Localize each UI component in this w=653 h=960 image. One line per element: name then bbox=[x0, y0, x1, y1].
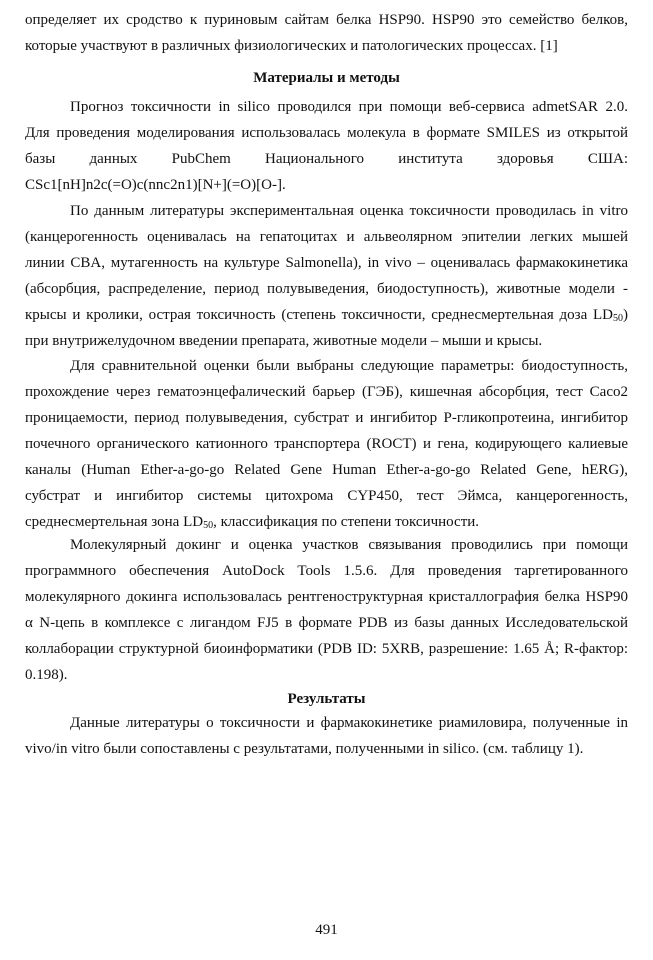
text-line: базы данных PubChem Национального института здоровья США: bbox=[25, 151, 628, 167]
paragraph-docking bbox=[25, 532, 628, 688]
paragraph-results bbox=[25, 710, 628, 762]
text-line: коллаборации структурной биоинформатики (PDB ID: 5XRB, разрешение: 1.65 Å; R-фактор: bbox=[25, 641, 628, 657]
text-line: Для сравнительной оценки были выбраны следующие параметры: биодоступность, bbox=[70, 358, 628, 374]
text-line: линии CBA, мутагенность на культуре Salmonella), in vivo – оценивалась фармакокинетика bbox=[25, 255, 628, 271]
text-line: проницаемости, период полувыведения, субстрат и ингибитор P-гликопротеина, ингибитор bbox=[25, 410, 628, 426]
page-number: 491 bbox=[315, 922, 338, 938]
text-line: Молекулярный докинг и оценка участков связывания проводились при помощи bbox=[70, 537, 628, 553]
text-line: 0.198). bbox=[25, 667, 68, 683]
smiles-string: CSc1[nH]n2c(=O)c(nnc2n1)[N+](=O)[O-]. bbox=[25, 177, 286, 193]
text-span: ) bbox=[623, 307, 628, 323]
text-line: Для проведения моделирования использовалась молекула в формате SMILES из открытой bbox=[25, 125, 628, 141]
paragraph-intro-end bbox=[25, 7, 628, 59]
section-heading-methods: Материалы и методы bbox=[253, 70, 400, 86]
text-line: Прогноз токсичности in silico проводился при помощи веб-сервиса admetSAR 2.0. bbox=[70, 99, 628, 115]
text-line: Данные литературы о токсичности и фармакокинетике риамиловира, полученные in bbox=[70, 715, 628, 731]
text-line: (канцерогенность оценивалась на гепатоцитах и альвеолярном эпителии легких мышей bbox=[25, 229, 628, 245]
text-line: (абсорбция, распределение, период полувыведения, биодоступность), животные модели - bbox=[25, 281, 628, 297]
text-line: субстрат и ингибитор системы цитохрома CYP450, тест Эймса, канцерогенность, bbox=[25, 488, 628, 504]
text-line: программного обеспечения AutoDock Tools 1.5.6. Для проведения таргетированного bbox=[25, 563, 628, 579]
text-span: среднесмертельная зона LD bbox=[25, 514, 204, 530]
paragraph-literature bbox=[25, 198, 628, 354]
text-line: при внутрижелудочном введении препарата, животные модели – мыши и крысы. bbox=[25, 333, 543, 349]
text-line: молекулярного докинга использовалась рентгеноструктурная кристаллография белка HSP90 bbox=[25, 589, 628, 605]
text-span: крысы и кролики, острая токсичность (степень токсичности, среднесмертельная доза LD bbox=[25, 307, 613, 323]
text-line bbox=[25, 302, 628, 328]
text-line: прохождение через гематоэнцефалический барьер (ГЭБ), кишечная абсорбция, тест Caco2 bbox=[25, 384, 628, 400]
subscript: 50 bbox=[613, 313, 623, 324]
subscript: 50 bbox=[203, 520, 214, 531]
text-line: По данным литературы экспериментальная оценка токсичности проводилась in vitro bbox=[70, 203, 628, 219]
text-line: vivo/in vitro были сопоставлены с результатами, полученными in silico. (см. таблицу 1). bbox=[25, 741, 584, 757]
paragraph-parameters bbox=[25, 353, 628, 535]
text-line: определяет их сродство к пуриновым сайтам белка HSP90. HSP90 это семейство белков, bbox=[25, 12, 628, 28]
text-line: почечного органического катионного транспортера (ROCT) и гена, кодирующего калиевые bbox=[25, 436, 628, 452]
text-line: каналы (Human Ether-a-go-go Related Gene Human Ether-a-go-go Related Gene, hERG), bbox=[25, 462, 628, 478]
text-line: которые участвуют в различных физиологических и патологических процессах. [1] bbox=[25, 38, 558, 54]
paragraph-in-silico bbox=[25, 94, 628, 198]
section-heading-results: Результаты bbox=[287, 691, 366, 707]
text-span: , классификация по степени токсичности. bbox=[213, 514, 480, 530]
text-line: α N-цепь в комплексе с лигандом FJ5 в формате PDB из базы данных Исследовательской bbox=[25, 615, 628, 631]
